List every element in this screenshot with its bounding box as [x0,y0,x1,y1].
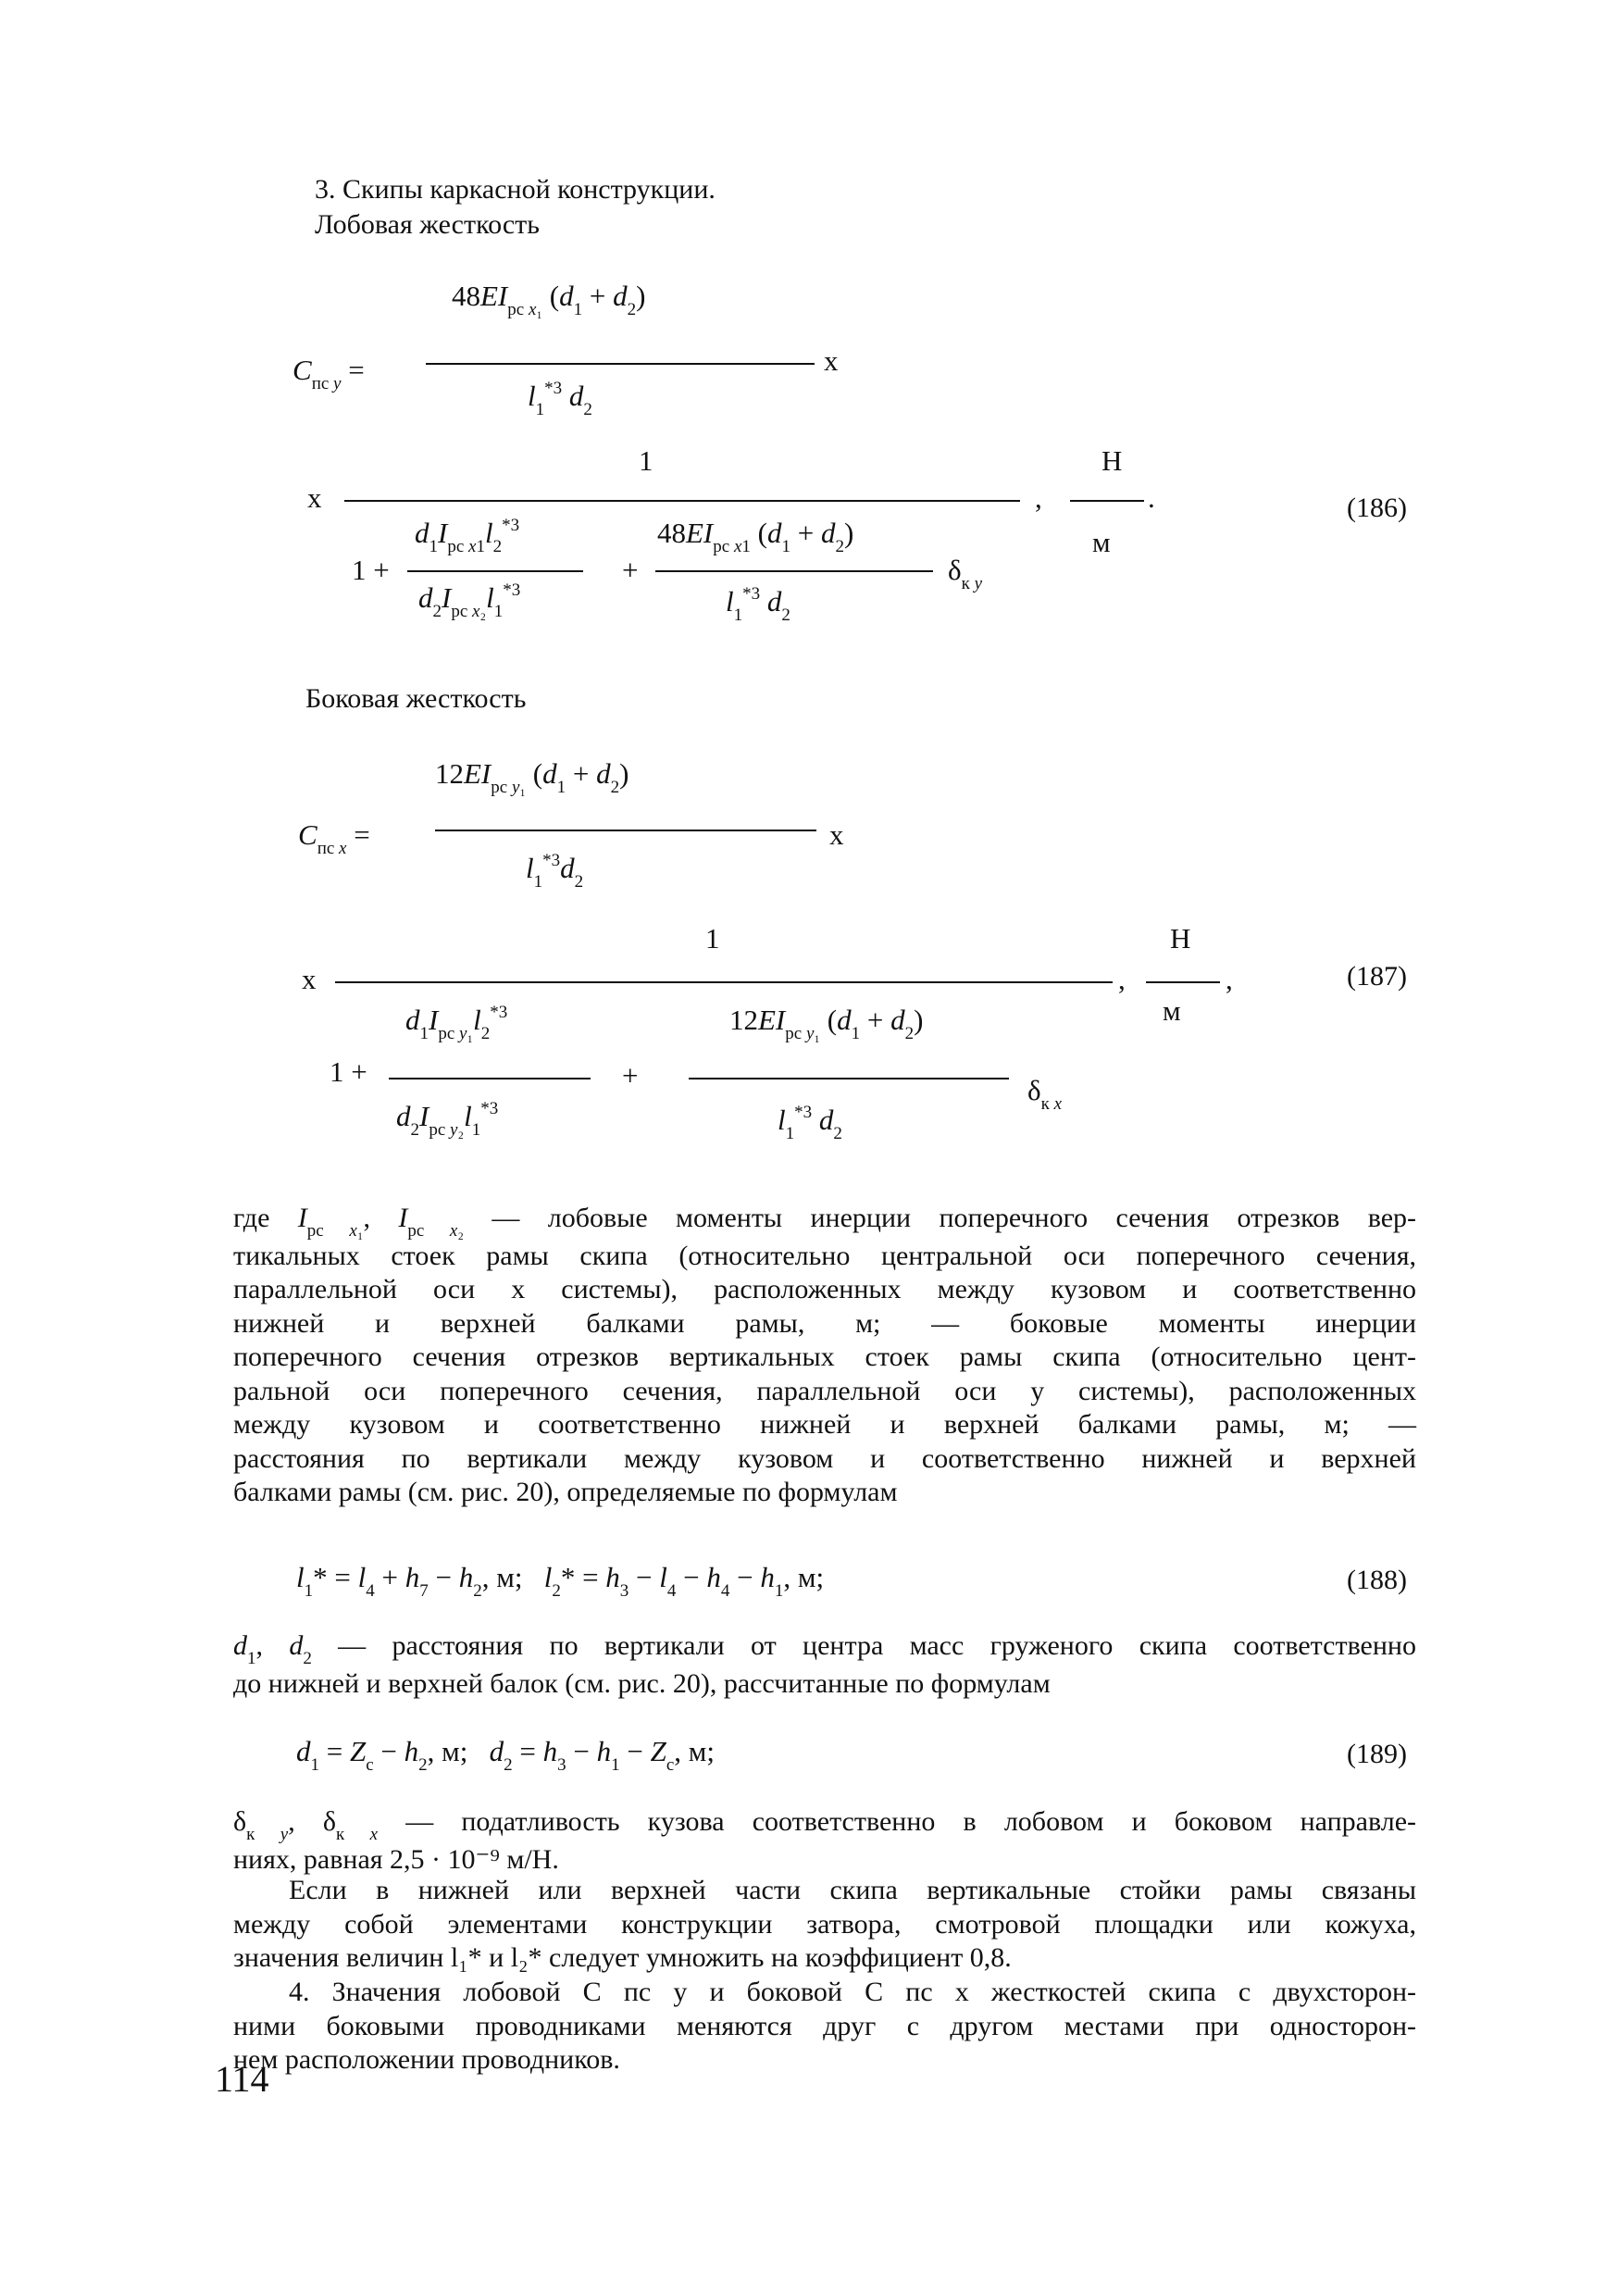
eq187-one-plus: 1 + [330,1055,367,1088]
eq186-delta: $\delta_{к y}$ [948,554,983,593]
eq186-inner-num-1: $d_1I_{рс x1}l_2^{*3}$ [415,516,520,556]
where-line-7: между кузовом и соответственно нижней и верхней балками рамы, м; — [233,1409,1416,1440]
section-heading: 3. Скипы каркасной конструкции. [315,174,716,205]
item4-line-3: нем расположении проводников. [233,2044,620,2075]
eq187-denominator: $l_1^{*3}d_2$ [526,851,584,892]
where-lead: где $I_{рс x_1}$, $I_{рс x_2}$ [233,1203,464,1241]
eq186-inner-bar-1 [407,570,583,572]
eq186-main-bar [344,500,1020,502]
d-definition-paragraph [233,1629,1416,1701]
unit-numerator: Н [1101,444,1123,477]
eq187-times-2: x [302,963,317,995]
item4-line-1: 4. Значения лобовой C пс y и боковой C пс x жесткостей скипа с двухсторон- [289,1977,1416,2007]
eq187-inner-den-1: $d_2I_{рс y_2}l_1^{*3}$ [396,1099,499,1140]
unit-bar-187 [1146,981,1220,983]
eq186-inner-bar-2 [655,570,933,572]
eq187-lhs: $C_{пс x}$ = [298,818,370,858]
eq187-inner-num-1: $d_1I_{рс y_1}l_2^{*3}$ [405,1003,508,1043]
equation-number-188: (188) [1347,1565,1407,1595]
equation-number-189: (189) [1347,1739,1407,1769]
eq186-times: x [824,344,839,377]
lateral-stiffness-title: Боковая жесткость [305,683,527,714]
eq187-inner-bar-1 [389,1078,591,1079]
where-paragraph [233,1202,1416,1510]
d-lead: $d_1$, $d_2$ [233,1630,312,1668]
coef-line-1: Если в нижней или верхней части скипа вертикальные стойки рамы связаны [289,1875,1416,1905]
where-line-8: расстояния по вертикали между кузовом и соответственно нижней и верхней [233,1442,1416,1474]
where-line-5: поперечного сечения отрезков вертикальных стоек рамы скипа (относительно цент- [233,1341,1416,1372]
where-line-2: тикальных стоек рамы скипа (относительно центральной оси поперечного сечения, [233,1240,1416,1271]
eq186-one: 1 [639,444,653,477]
eq186-times-2: x [307,481,322,514]
eq187-times: x [829,818,844,851]
eq187-numerator: $12EI_{рс y_1}$ $(d_1 + d_2)$ [435,757,629,797]
unit-numerator-187: Н [1170,922,1191,955]
eq186-period: . [1148,481,1155,514]
item-4-paragraph [233,1976,1416,2078]
coef-line-2: между собой элементами конструкции затвора, смотровой площадки или кожуха, [233,1908,1416,1940]
eq186-plus: + [622,554,639,586]
eq186-lhs: $C_{пс y}$ = [292,354,365,393]
frontal-stiffness-title: Лобовая жесткость [315,209,540,240]
where-line-1: — лобовые моменты инерции поперечного сечения отрезков вер- [492,1203,1417,1233]
unit-bar [1070,500,1144,502]
where-line-9: балками рамы (см. рис. 20), определяемые по формулам [233,1477,898,1507]
equation-188: $l_1* = l_4 + h_7 - h_2$, м; $l_2* = h_3 - l_4 - h_4 - h_1$, м; [296,1561,825,1601]
eq187-fraction-bar [435,830,816,831]
where-line-4: нижней и верхней балками рамы, м; — боковые моменты инерции [233,1307,1416,1339]
eq186-comma: , [1035,481,1042,514]
d-line-2: до нижней и верхней балок (см. рис. 20), рассчитанные по формулам [233,1667,1051,1699]
page-number: 114 [215,2058,269,2100]
eq187-comma: , [1118,963,1126,995]
delta-line-2: ниях, равная 2,5 · 10⁻⁹ м/Н. [233,1843,559,1875]
eq186-inner-den-1: $d_2I_{рс x_2}l_1^{*3}$ [418,580,521,621]
eq187-inner-den-2: $l_1^{*3}$ $d_2$ [778,1103,842,1143]
where-line-3: параллельной оси x системы), расположенных между кузовом и соответственно [233,1274,1416,1304]
coef-line-3: значения величин l₁* и l₂* следует умножить на коэффициент 0,8. [233,1942,1012,1973]
eq186-fraction-bar [426,363,815,365]
eq187-delta: $\delta_{к x}$ [1027,1074,1063,1114]
coefficient-paragraph [233,1874,1416,1976]
eq186-inner-den-2: $l_1^{*3}$ $d_2$ [726,584,790,625]
eq187-plus: + [622,1059,639,1092]
delta-line-1: — податливость кузова соответственно в лобовом и боковом направле- [405,1806,1417,1837]
item4-line-2: ними боковыми проводниками меняются друг с другом местами при односторон- [233,2010,1416,2041]
eq186-denominator: $l_1^{*3}$ $d_2$ [528,379,592,419]
equation-189: $d_1 = Z_с - h_2$, м; $d_2 = h_3 - h_1 - Z_с$, м; [296,1735,716,1775]
eq187-inner-bar-2 [689,1078,1009,1079]
eq187-inner-num-2: $12EI_{рс y_1}$ $(d_1 + d_2)$ [729,1004,924,1043]
eq187-comma-2: , [1226,963,1233,995]
where-line-6: ральной оси поперечного сечения, параллельной оси y системы), расположенных [233,1375,1416,1406]
eq186-one-plus: 1 + [352,554,390,586]
delta-definition-paragraph [233,1805,1416,1877]
eq186-inner-num-2: $48EI_{рс x1}$ $(d_1 + d_2)$ [657,517,854,556]
equation-number-186: (186) [1347,493,1407,523]
eq187-main-bar [335,981,1113,983]
eq186-numerator: $48EI_{рс x_1}$ $(d_1 + d_2)$ [452,280,646,319]
d-line-1: — расстояния по вертикали от центра масс груженого скипа соответственно [338,1630,1416,1661]
delta-lead: $\delta_{к y}$, $\delta_{к x}$ [233,1806,379,1844]
unit-denominator-187: м [1163,994,1181,1027]
unit-denominator: м [1092,526,1111,558]
equation-number-187: (187) [1347,961,1407,992]
eq187-one: 1 [705,922,720,955]
